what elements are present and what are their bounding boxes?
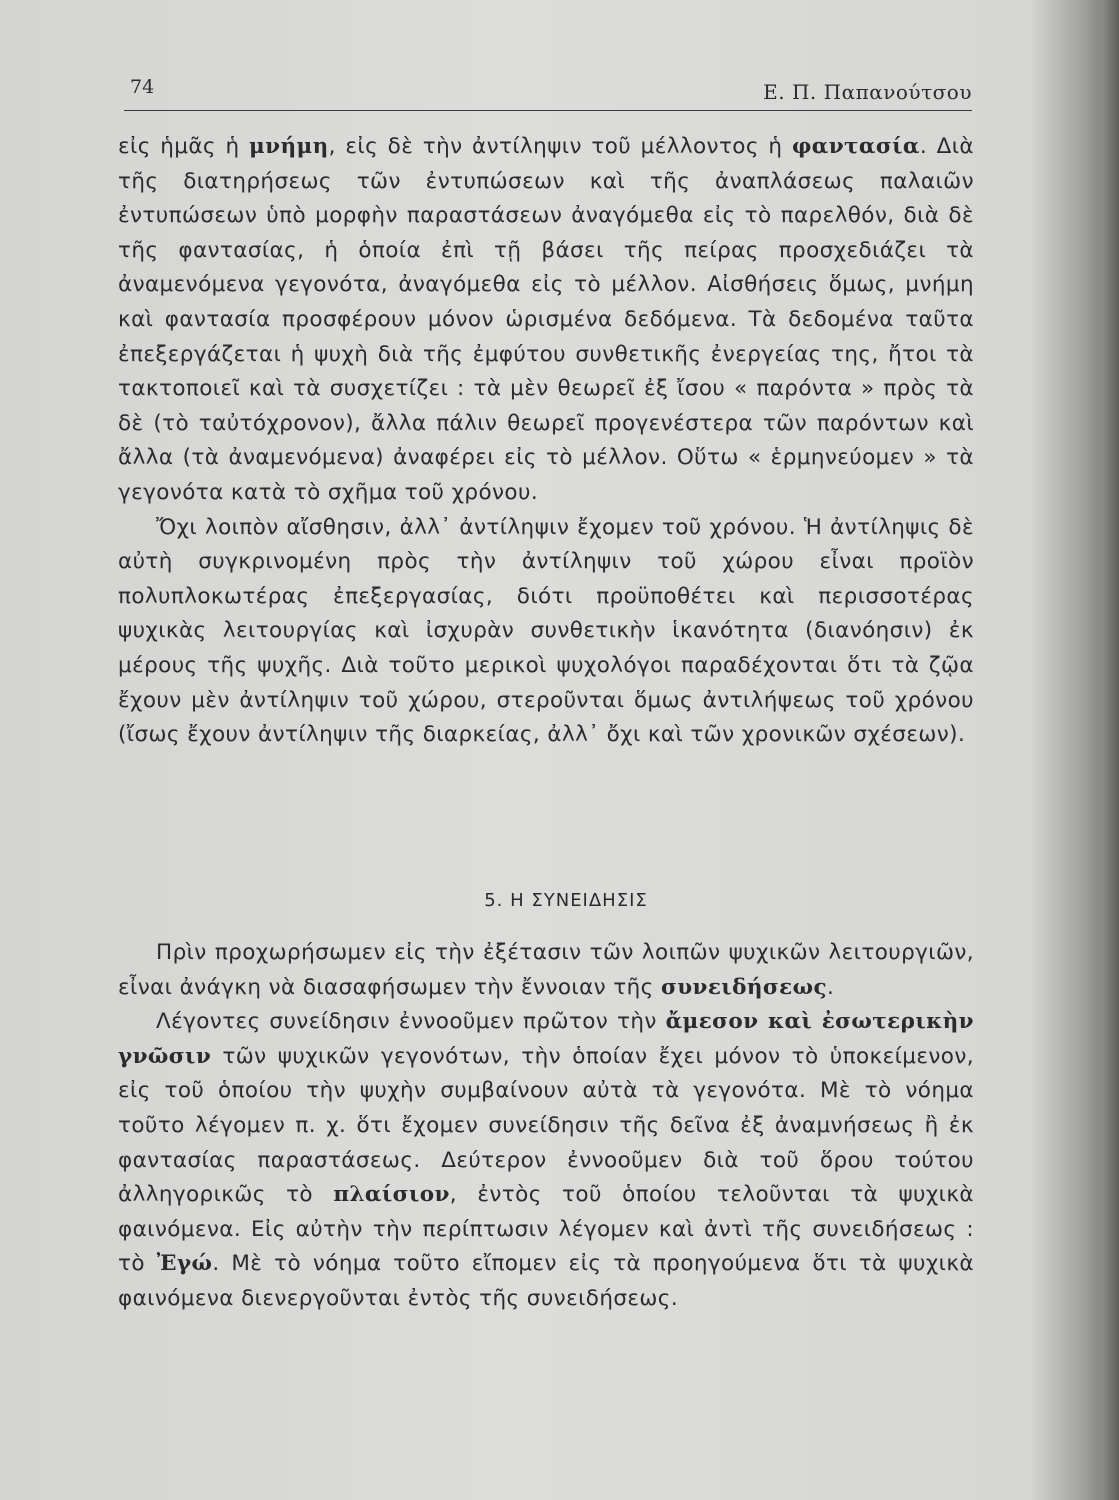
section-heading: 5. Η ΣΥΝΕΙΔΗΣΙΣ	[484, 890, 648, 911]
paragraph-1: εἰς ἡμᾶς ἡ μνήμη, εἰς δὲ τὴν ἀντίληψιν τοῦ μέλλοντος ἡ φαντασία. Διὰ τῆς διατηρήσεως τῶν ἐντυπώσεων καὶ τῆς ἀναπλάσεως παλαιῶν ἐντυπώσεων ὑπὸ μορφὴν παραστάσεων ἀναγόμεθα εἰς τὸ παρελθόν, διὰ δὲ τῆς φαντασίας, ἡ ὁποία ἐπὶ τῇ βάσει τῆς πείρας προσχεδιάζει τὰ ἀναμενόμενα γεγονότα, ἀναγόμεθα εἰς τὸ μέλλον. Αἰσθήσεις ὅμως, μνήμη καὶ φαντασία προσφέρουν μόνον ὡρισμένα δεδόμενα. Τὰ δεδομένα ταῦτα ἐπεξεργάζεται ἡ ψυχὴ διὰ τῆς ἐμφύτου συνθετικῆς ἐνεργείας της, ἤτοι τὰ τακτοποιεῖ καὶ τὰ συσχετίζει : τὰ μὲν θεωρεῖ ἐξ ἴσου « παρόντα » πρὸς τὰ δὲ (τὸ ταὐτόχρονον), ἄλλα πάλιν θεωρεῖ προγενέστερα τῶν παρόντων καὶ ἄλλα (τὰ ἀναμενόμενα) ἀναφέρει εἰς τὸ μέλλον. Οὕτω « ἑρμηνεύομεν » τὰ γεγονότα κατὰ τὸ σχῆμα τοῦ χρόνου.	[118, 134, 974, 505]
emphasis-term: Ἐγώ	[156, 1251, 213, 1277]
running-head: Ε. Π. Παπανούτσου	[763, 80, 972, 104]
emphasis-term: μνήμη	[249, 134, 329, 159]
paragraph-2: Ὄχι λοιπὸν αἴσθησιν, ἀλλ᾽ ἀντίληψιν ἔχομεν τοῦ χρόνου. Ἡ ἀντίληψις δὲ αὐτὴ συγκρινομένη πρὸς τὴν ἀντίληψιν τοῦ χώρου εἶναι προϊὸν πολυπλοκωτέρας ἐπεξεργασίας, διότι προϋποθέτει καὶ περισσοτέρας ψυχικὰς λειτουργίας καὶ ἰσχυρὰν συνθετικὴν ἱκανότητα (διανόησιν) ἐκ μέρους τῆς ψυχῆς. Διὰ τοῦτο μερικοὶ ψυχολόγοι παραδέχονται ὅτι τὰ ζῷα ἔχουν μὲν ἀντίληψιν τοῦ χώρου, στεροῦνται ὅμως ἀντιλήψεως τοῦ χρόνου (ἴσως ἔχουν ἀντίληψιν τῆς διαρκείας, ἀλλ᾽ ὄχι καὶ τῶν χρονικῶν σχέσεων).	[118, 514, 974, 748]
emphasis-term: πλαίσιον	[333, 1182, 450, 1208]
body-text-lower	[118, 936, 974, 1317]
emphasis-term: φαντασία	[791, 134, 920, 159]
emphasis-term: συνειδήσεως	[660, 974, 827, 1000]
paragraph-3: Πρὶν προχωρήσωμεν εἰς τὴν ἐξέτασιν τῶν λοιπῶν ψυχικῶν λειτουργιῶν, εἶναι ἀνάγκη νὰ διασαφήσωμεν τὴν ἔννοιαν τῆς συνειδήσεως.	[118, 940, 974, 1000]
page-header	[124, 74, 972, 111]
page-number: 74	[130, 76, 155, 98]
emphasis-term: ἄμεσον καὶ ἐσωτερικὴν γνῶσιν	[118, 1009, 974, 1069]
page-binding-shadow	[1091, 0, 1119, 1500]
body-text-upper	[118, 130, 974, 753]
paragraph-4: Λέγοντες συνείδησιν ἐννοοῦμεν πρῶτον τὴν ἄμεσον καὶ ἐσωτερικὴν γνῶσιν τῶν ψυχικῶν γεγονότων, τὴν ὁποίαν ἔχει μόνον τὸ ὑποκείμενον, εἰς τοῦ ὁποίου τὴν ψυχὴν συμβαίνουν αὐτὰ τὰ γεγονότα. Μὲ τὸ νόημα τοῦτο λέγομεν π. χ. ὅτι ἔχομεν συνείδησιν τῆς δεῖνα ἐξ ἀναμνήσεως ἢ ἐκ φαντασίας παραστάσεως. Δεύτερον ἐννοοῦμεν διὰ τοῦ ὅρου τούτου ἀλληγορικῶς τὸ πλαίσιον, ἐντὸς τοῦ ὁποίου τελοῦνται τὰ ψυχικὰ φαινόμενα. Εἰς αὐτὴν τὴν περίπτωσιν λέγομεν καὶ ἀντὶ τῆς συνειδήσεως : τὸ Ἐγώ. Μὲ τὸ νόημα τοῦτο εἴπομεν εἰς τὰ προηγούμενα ὅτι τὰ ψυχικὰ φαινόμενα διενεργοῦνται ἐντὸς τῆς συνειδήσεως.	[118, 1009, 975, 1311]
